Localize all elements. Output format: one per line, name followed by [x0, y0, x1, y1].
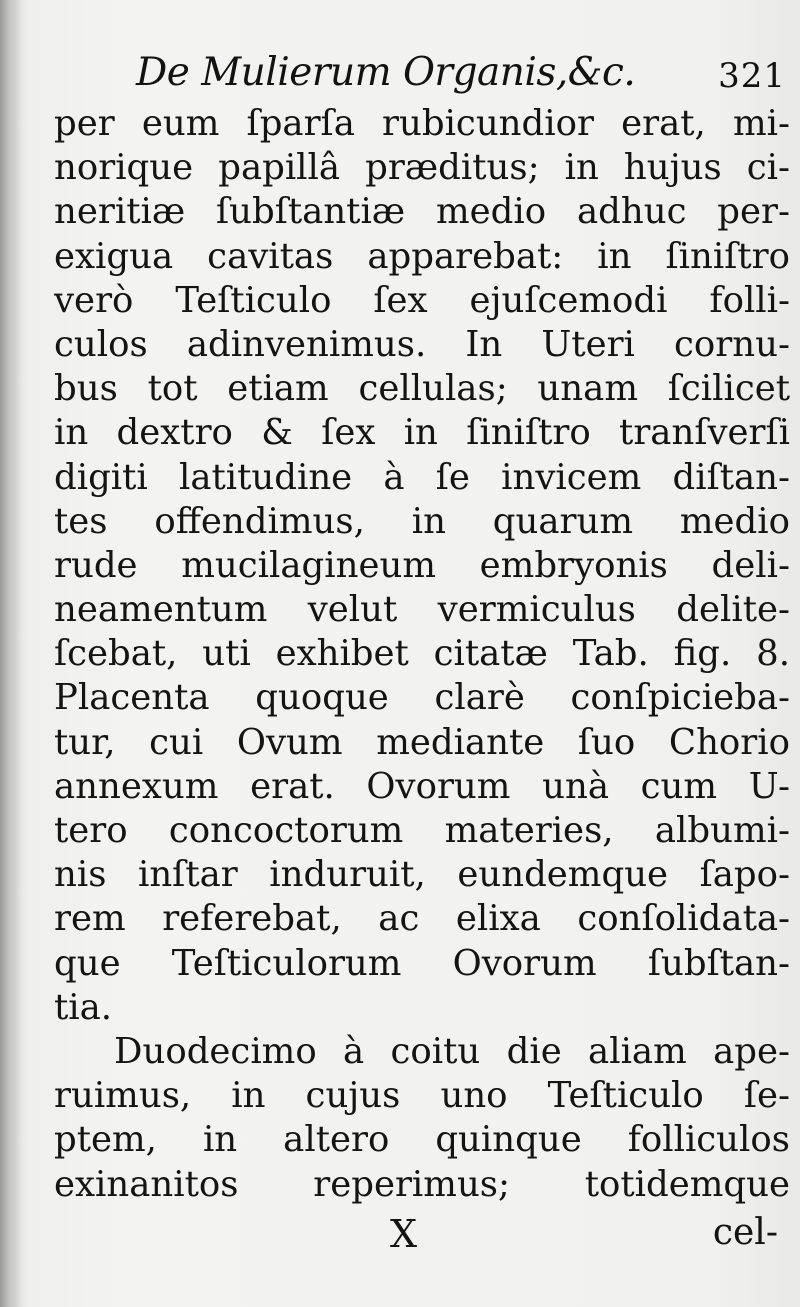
text-line: culos adinvenimus. In Uteri cornu-	[54, 323, 790, 365]
text-line: ptem, in altero quinque folliculos	[54, 1119, 790, 1161]
text-line: Placenta quoque clarè conſpicieba-	[54, 677, 790, 719]
text-line: bus tot etiam cellulas; unam ſcilicet	[54, 368, 790, 410]
page-footer	[0, 1212, 800, 1266]
text-line: ſcebat, uti exhibet citatæ Tab. fig. 8.	[54, 633, 790, 675]
text-line: ruimus, in cujus uno Teſticulo ſe-	[54, 1075, 790, 1117]
body-text	[54, 102, 790, 1207]
signature-mark: X	[390, 1212, 418, 1256]
text-line: tero concoctorum materies, albumi-	[54, 810, 790, 851]
catchword: cel-	[712, 1212, 778, 1253]
page-header	[136, 48, 786, 108]
text-line: neamentum velut vermiculus delite-	[54, 589, 790, 631]
text-line: neritiæ ſubſtantiæ medio adhuc per-	[54, 191, 790, 233]
text-line: annexum erat. Ovorum unà cum U-	[54, 765, 790, 807]
text-line: tes offendimus, in quarum medio	[54, 500, 790, 542]
text-line: nis inſtar induruit, eundemque ſapo-	[54, 854, 790, 896]
text-line: per eum ſparſa rubicundior erat, mi-	[54, 103, 790, 144]
text-line: digiti latitudine à ſe invicem diſtan-	[54, 456, 790, 498]
text-line: exinanitos reperimus; totidemque	[54, 1163, 790, 1205]
text-line: rem referebat, ac elixa conſolidata-	[54, 898, 790, 940]
text-line: norique papillâ præditus; in hujus ci-	[54, 147, 790, 189]
text-line: exigua cavitas apparebat: in ſiniſtro	[54, 235, 790, 277]
text-line: rude mucilagineum embryonis deli-	[54, 544, 790, 586]
page-number: 321	[718, 56, 786, 96]
gutter-shadow	[0, 0, 22, 1307]
text-line: tur, cui Ovum mediante ſuo Chorio	[54, 721, 790, 763]
running-title: De Mulierum Organis,&c.	[136, 50, 636, 95]
text-line: que Teſticulorum Ovorum ſubſtan-	[54, 942, 790, 984]
text-line: Duodecimo à coitu die aliam ape-	[114, 1030, 790, 1072]
paragraph-end-line: tia.	[54, 986, 113, 1028]
text-line: in dextro & ſex in ſiniſtro tranſverſi	[54, 412, 790, 454]
text-line: verò Teſticulo ſex ejuſcemodi folli-	[54, 279, 790, 321]
